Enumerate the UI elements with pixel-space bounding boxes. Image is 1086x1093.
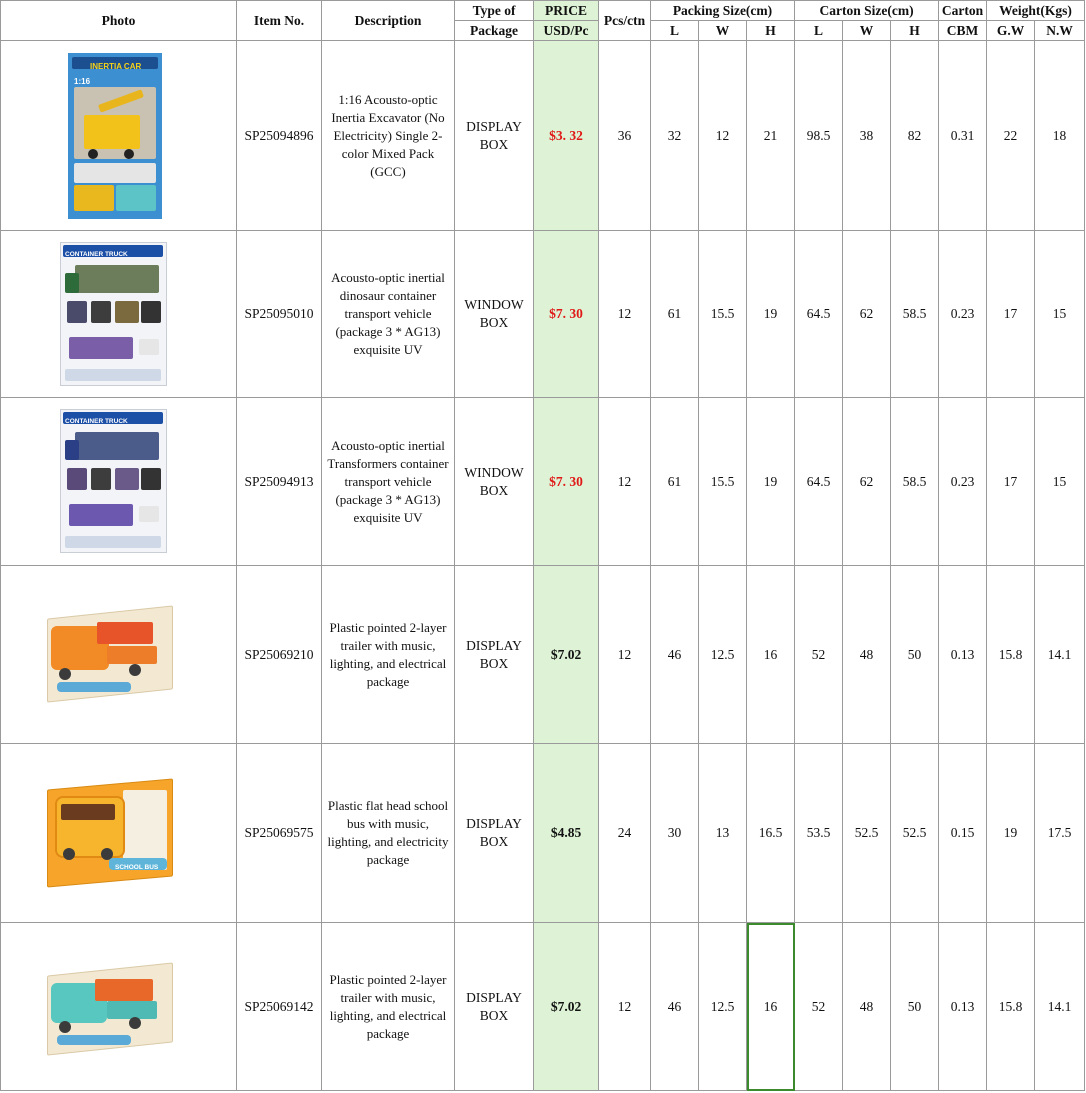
item-no-cell[interactable]: SP25069575: [237, 744, 322, 923]
header-ctn-w[interactable]: W: [843, 21, 891, 41]
ctn-h-cell[interactable]: 50: [891, 923, 939, 1091]
item-no-cell[interactable]: SP25095010: [237, 231, 322, 398]
ctn-w-cell[interactable]: 48: [843, 566, 891, 744]
package-type-cell[interactable]: [455, 41, 534, 231]
description-cell[interactable]: Plastic flat head school bus with music, lighting, and electricity package: [322, 744, 455, 923]
photo-cell[interactable]: [1, 923, 237, 1091]
header-pcs-ctn[interactable]: Pcs/ctn: [599, 1, 651, 41]
header-price-bottom[interactable]: USD/Pc: [534, 21, 599, 41]
cbm-cell[interactable]: 0.13: [939, 923, 987, 1091]
gw-cell[interactable]: 17: [987, 398, 1035, 566]
photo-cell[interactable]: [1, 231, 237, 398]
package-type-cell[interactable]: [455, 398, 534, 566]
pack-h-cell[interactable]: 21: [747, 41, 795, 231]
package-type-bottom: BOX: [479, 1007, 509, 1023]
price-cell[interactable]: $3. 32: [534, 41, 599, 231]
pack-h-cell-selected[interactable]: 16: [747, 923, 795, 1091]
table-row: [1, 231, 1085, 398]
header-carton-size[interactable]: Carton Size(cm): [795, 1, 939, 21]
item-no-cell[interactable]: SP25069210: [237, 566, 322, 744]
pack-w-cell[interactable]: 15.5: [699, 231, 747, 398]
package-type-cell[interactable]: [455, 231, 534, 398]
excavator-box-image: [68, 53, 162, 219]
header-type-bottom[interactable]: Package: [455, 21, 534, 41]
ctn-w-cell[interactable]: 52.5: [843, 744, 891, 923]
price-cell[interactable]: $7. 30: [534, 231, 599, 398]
package-type-bottom: BOX: [479, 482, 509, 498]
gw-cell[interactable]: 15.8: [987, 566, 1035, 744]
description-cell[interactable]: Acousto-optic inertial dinosaur container transport vehicle (package 3 * AG13) exquisite UV: [322, 231, 455, 398]
ctn-l-cell[interactable]: 98.5: [795, 41, 843, 231]
pack-l-cell[interactable]: 32: [651, 41, 699, 231]
photo-title: CONTAINER TRUCK: [65, 251, 128, 258]
pack-w-cell[interactable]: 12.5: [699, 923, 747, 1091]
package-type-top: DISPLAY: [466, 118, 522, 134]
header-description[interactable]: Description: [322, 1, 455, 41]
photo-cell[interactable]: [1, 744, 237, 923]
nw-cell[interactable]: 18: [1035, 41, 1085, 231]
pcs-cell[interactable]: 12: [599, 566, 651, 744]
description-cell[interactable]: Plastic pointed 2-layer trailer with music, lighting, and electrical package: [322, 923, 455, 1091]
package-type-bottom: BOX: [479, 834, 509, 849]
ctn-h-cell[interactable]: 52.5: [891, 744, 939, 923]
header-price-top[interactable]: PRICE: [534, 1, 599, 21]
package-type-cell[interactable]: [455, 923, 534, 1091]
price-cell[interactable]: $7. 30: [534, 398, 599, 566]
nw-cell[interactable]: 14.1: [1035, 566, 1085, 744]
photo-cell[interactable]: [1, 41, 237, 231]
header-ctn-l[interactable]: L: [795, 21, 843, 41]
pack-l-cell[interactable]: 30: [651, 744, 699, 923]
gw-cell[interactable]: 15.8: [987, 923, 1035, 1091]
package-type-top: WINDOW: [464, 297, 524, 312]
pack-l-cell[interactable]: 61: [651, 231, 699, 398]
header-weight[interactable]: Weight(Kgs): [987, 1, 1085, 21]
ctn-w-cell[interactable]: 62: [843, 398, 891, 566]
pcs-cell[interactable]: 12: [599, 923, 651, 1091]
pack-h-cell[interactable]: 19: [747, 398, 795, 566]
header-pack-w[interactable]: W: [699, 21, 747, 41]
header-nw[interactable]: N.W: [1035, 21, 1085, 41]
header-row-top: [1, 1, 1085, 21]
description-cell[interactable]: Plastic pointed 2-layer trailer with music, lighting, and electrical package: [322, 566, 455, 744]
photo-title: INERTIA CAR: [90, 62, 142, 71]
ctn-w-cell[interactable]: 62: [843, 231, 891, 398]
package-type-top: WINDOW: [464, 464, 524, 480]
pack-w-cell[interactable]: 12: [699, 41, 747, 231]
item-no-cell[interactable]: SP25094913: [237, 398, 322, 566]
description-cell[interactable]: 1:16 Acousto-optic Inertia Excavator (No Electricity) Single 2-color Mixed Pack (GCC): [322, 41, 455, 231]
pack-l-cell[interactable]: 46: [651, 566, 699, 744]
item-no-cell[interactable]: SP25069142: [237, 923, 322, 1091]
table-row: [1, 41, 1085, 231]
photo-cell[interactable]: [1, 566, 237, 744]
pcs-cell[interactable]: 12: [599, 231, 651, 398]
pack-w-cell[interactable]: 15.5: [699, 398, 747, 566]
package-type-cell[interactable]: [455, 566, 534, 744]
ctn-l-cell[interactable]: 53.5: [795, 744, 843, 923]
ctn-h-cell[interactable]: 82: [891, 41, 939, 231]
package-type-bottom: BOX: [479, 315, 509, 330]
pack-w-cell[interactable]: 12.5: [699, 566, 747, 744]
header-pack-h[interactable]: H: [747, 21, 795, 41]
description-cell[interactable]: Acousto-optic inertial Transformers container transport vehicle (package 3 * AG13) exquisite UV: [322, 398, 455, 566]
package-type-bottom: BOX: [479, 655, 509, 671]
photo-title: SCHOOL BUS: [115, 864, 159, 871]
nw-cell[interactable]: 15: [1035, 398, 1085, 566]
ctn-l-cell[interactable]: 52: [795, 566, 843, 744]
cbm-cell[interactable]: 0.13: [939, 566, 987, 744]
pcs-cell[interactable]: 36: [599, 41, 651, 231]
header-pack-l[interactable]: L: [651, 21, 699, 41]
table-row: [1, 398, 1085, 566]
pack-l-cell[interactable]: 61: [651, 398, 699, 566]
dinosaur-container-truck-image: [60, 242, 167, 386]
pack-l-cell[interactable]: 46: [651, 923, 699, 1091]
header-gw[interactable]: G.W: [987, 21, 1035, 41]
ctn-w-cell[interactable]: 38: [843, 41, 891, 231]
header-item-no[interactable]: Item No.: [237, 1, 322, 41]
cbm-cell[interactable]: 0.23: [939, 398, 987, 566]
orange-trailer-box-image: [47, 602, 179, 698]
pack-h-cell[interactable]: 19: [747, 231, 795, 398]
package-type-bottom: BOX: [479, 136, 509, 152]
photo-cell[interactable]: [1, 398, 237, 566]
pcs-cell[interactable]: 12: [599, 398, 651, 566]
table-row: [1, 923, 1085, 1091]
nw-cell[interactable]: 17.5: [1035, 744, 1085, 923]
nw-cell[interactable]: 15: [1035, 231, 1085, 398]
price-cell[interactable]: $7.02: [534, 566, 599, 744]
pack-h-cell[interactable]: 16.5: [747, 744, 795, 923]
table-row: [1, 566, 1085, 744]
header-cbm[interactable]: CBM: [939, 21, 987, 41]
nw-cell[interactable]: 14.1: [1035, 923, 1085, 1091]
ctn-w-cell[interactable]: 48: [843, 923, 891, 1091]
header-photo[interactable]: Photo: [1, 1, 237, 41]
header-carton[interactable]: Carton: [939, 1, 987, 21]
school-bus-box-image: [47, 776, 179, 884]
table-row: [1, 744, 1085, 923]
gw-cell[interactable]: 22: [987, 41, 1035, 231]
package-type-cell[interactable]: [455, 744, 534, 923]
ctn-h-cell[interactable]: 58.5: [891, 231, 939, 398]
cbm-cell[interactable]: 0.23: [939, 231, 987, 398]
price-cell[interactable]: $4.85: [534, 744, 599, 923]
ctn-h-cell[interactable]: 58.5: [891, 398, 939, 566]
pack-h-cell[interactable]: 16: [747, 566, 795, 744]
ctn-h-cell[interactable]: 50: [891, 566, 939, 744]
ctn-l-cell[interactable]: 52: [795, 923, 843, 1091]
header-packing-size[interactable]: Packing Size(cm): [651, 1, 795, 21]
transformers-container-truck-image: [60, 409, 167, 553]
gw-cell[interactable]: 19: [987, 744, 1035, 923]
teal-trailer-box-image: [47, 961, 179, 1051]
photo-title: CONTAINER TRUCK: [65, 418, 128, 425]
ctn-l-cell[interactable]: 64.5: [795, 231, 843, 398]
package-type-top: DISPLAY: [466, 637, 522, 653]
photo-scale: 1:16: [74, 77, 91, 86]
cbm-cell[interactable]: 0.15: [939, 744, 987, 923]
package-type-top: DISPLAY: [466, 989, 522, 1005]
package-type-top: DISPLAY: [466, 816, 522, 831]
ctn-l-cell[interactable]: 64.5: [795, 398, 843, 566]
price-cell[interactable]: $7.02: [534, 923, 599, 1091]
pcs-cell[interactable]: 24: [599, 744, 651, 923]
gw-cell[interactable]: 17: [987, 231, 1035, 398]
pack-w-cell[interactable]: 13: [699, 744, 747, 923]
item-no-cell[interactable]: SP25094896: [237, 41, 322, 231]
header-type-top[interactable]: Type of: [455, 1, 534, 21]
cbm-cell[interactable]: 0.31: [939, 41, 987, 231]
header-ctn-h[interactable]: H: [891, 21, 939, 41]
